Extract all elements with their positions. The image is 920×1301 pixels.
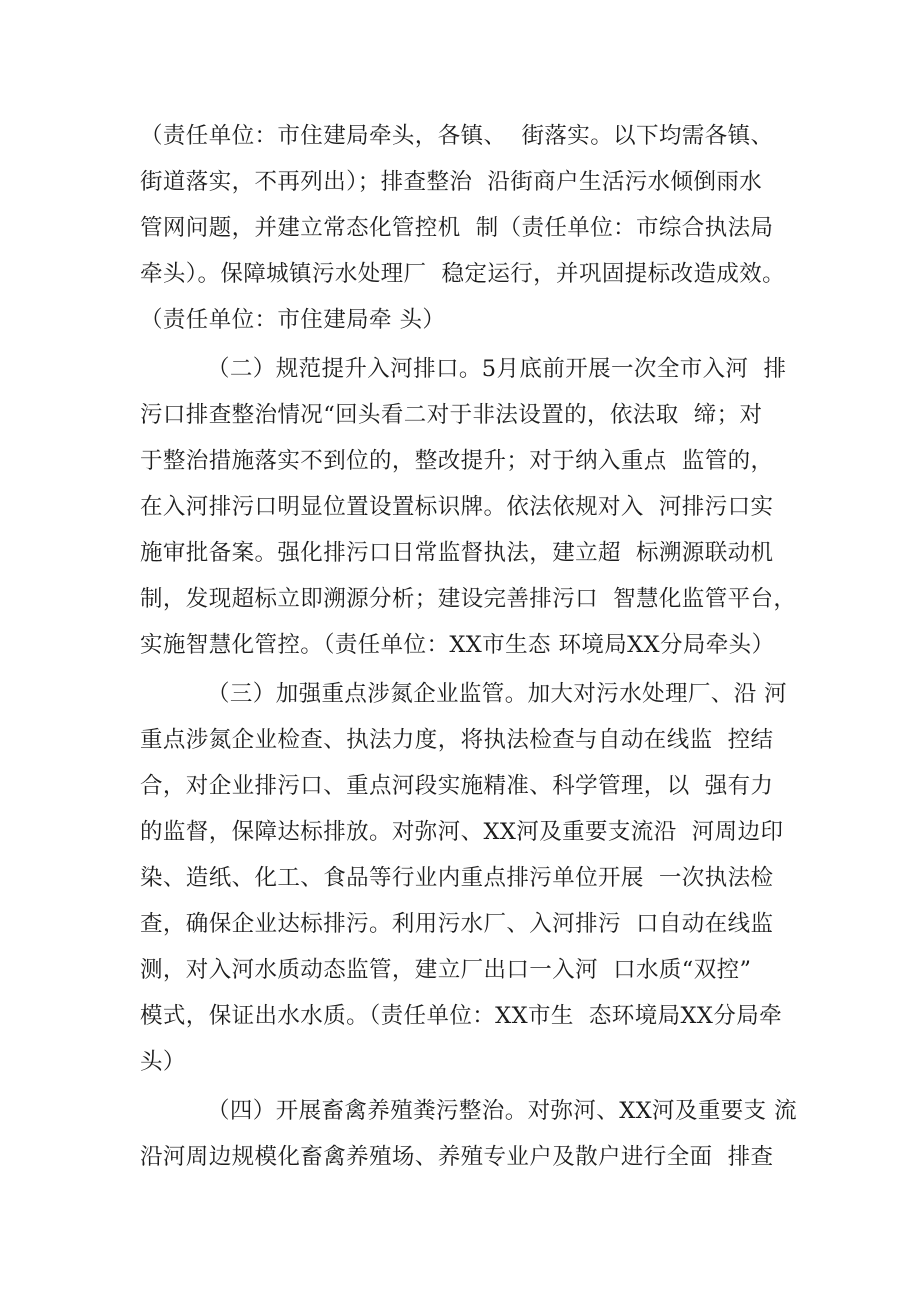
text-line: （责任单位：市住建局牵头，各镇、 街落实。以下均需各镇、 — [140, 123, 774, 149]
text-line: 街道落实，不再列出）；排查整治 沿街商户生活污水倾倒雨水 — [140, 169, 763, 195]
text-line: 的监督，保障达标排放。对弥河、XX河及重要支流沿 河周边印 — [140, 819, 784, 845]
section-heading-line: （二）规范提升入河排口。5月底前开展一次全市入河 排 — [207, 356, 787, 382]
text-line: 模式，保证出水水质。（责任单位：XX市生 态环境局XX分局牵 — [140, 1003, 783, 1029]
text-line: 合，对企业排污口、重点河段实施精准、科学管理，以 强有力 — [140, 773, 774, 799]
section-heading-line: （三）加强重点涉氮企业监管。加大对污水处理厂、沿 河 — [207, 681, 788, 707]
text-line: 牵头）。保障城镇污水处理厂 稳定运行，并巩固提标改造成效。 — [140, 261, 786, 287]
text-line: （责任单位：市住建局牵 头） — [140, 307, 446, 333]
text-line: 制，发现超标立即溯源分析；建设完善排污口 智慧化监管平台， — [140, 586, 797, 612]
text-line: 于整治措施落实不到位的，整改提升；对于纳入重点 监管的， — [140, 448, 774, 474]
text-line: 施审批备案。强化排污口日常监督执法，建立超 标溯源联动机 — [140, 540, 774, 566]
section-heading-line: （四）开展畜禽养殖粪污整治。对弥河、XX河及重要支 流 — [207, 1098, 797, 1124]
text-line: 实施智慧化管控。（责任单位：XX市生态 环境局XX分局牵头） — [140, 632, 775, 658]
text-line: 头） — [140, 1049, 186, 1075]
text-line: 在入河排污口明显位置设置标识牌。依法依规对入 河排污口实 — [140, 494, 774, 520]
text-line: 染、造纸、化工、食品等行业内重点排污单位开展 一次执法检 — [140, 865, 774, 891]
text-line: 重点涉氮企业检查、执法力度，将执法检查与自动在线监 控结 — [140, 727, 774, 753]
text-line: 管网问题，并建立常态化管控机 制（责任单位：市综合执法局 — [140, 215, 774, 241]
text-line: 污口排查整治情况“回头看二对于非法设置的，依法取 缔；对 — [140, 402, 763, 428]
text-line: 沿河周边规模化畜禽养殖场、养殖专业户及散户进行全面 排查 — [140, 1144, 774, 1170]
text-line: 测，对入河水质动态监管，建立厂出口一入河 口水质“双控” — [140, 957, 752, 983]
text-line: 查，确保企业达标排污。利用污水厂、入河排污 口自动在线监 — [140, 911, 774, 937]
